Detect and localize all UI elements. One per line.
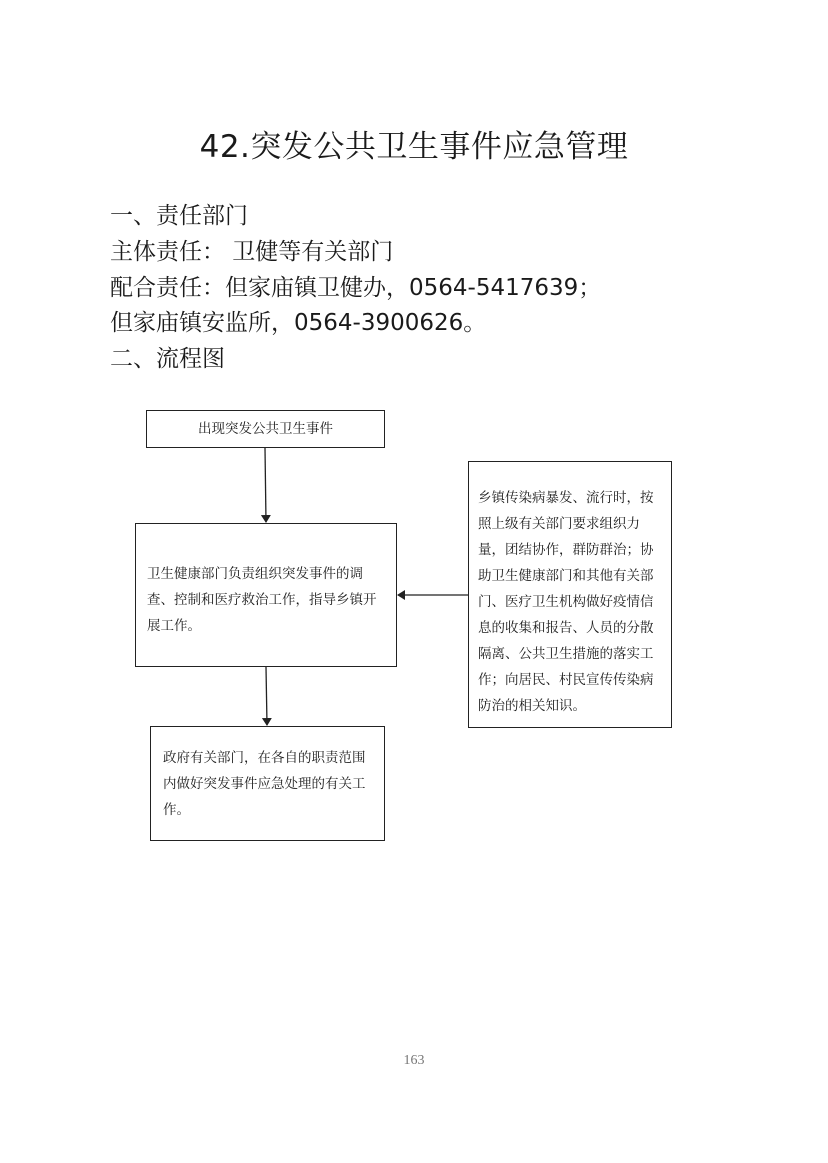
arrow-start-to-health [265, 448, 266, 522]
flowchart-start-text: 出现突发公共卫生事件 [198, 421, 333, 437]
flowchart-health-department-box [135, 523, 397, 667]
flowchart-government-text: 政府有关部门，在各自的职责范围内做好突发事件应急处理的有关工作。 [163, 750, 366, 818]
primary-responsibility-line: 主体责任： 卫健等有关部门 [110, 239, 394, 265]
flowchart-government-box [150, 726, 385, 841]
arrow-health-to-government [266, 667, 267, 725]
flowchart-township-text: 乡镇传染病暴发、流行时，按照上级有关部门要求组织力量，团结协作，群防群治；协助卫生健康部门和其他有关部门、医疗卫生机构做好疫情信息的收集和报告、人员的分散隔离、公共卫生措施的落实工作；向居民、村民宣传传染病防治的相关知识。 [478, 490, 654, 714]
cooperating-responsibility-line-2: 但家庙镇安监所，0564-3900626。 [110, 310, 487, 336]
page-number: 163 [403, 1053, 425, 1068]
page-title: 42.突发公共卫生事件应急管理 [199, 129, 629, 165]
flowchart-township-box [468, 461, 672, 728]
flowchart-health-department-text: 卫生健康部门负责组织突发事件的调查、控制和医疗救治工作，指导乡镇开展工作。 [147, 566, 377, 634]
section-heading-flowchart: 二、流程图 [110, 346, 225, 372]
cooperating-responsibility-line: 配合责任：但家庙镇卫健办，0564-5417639； [110, 275, 602, 301]
section-heading-responsible-departments: 一、责任部门 [110, 203, 248, 229]
flowchart-start-box [146, 410, 385, 448]
